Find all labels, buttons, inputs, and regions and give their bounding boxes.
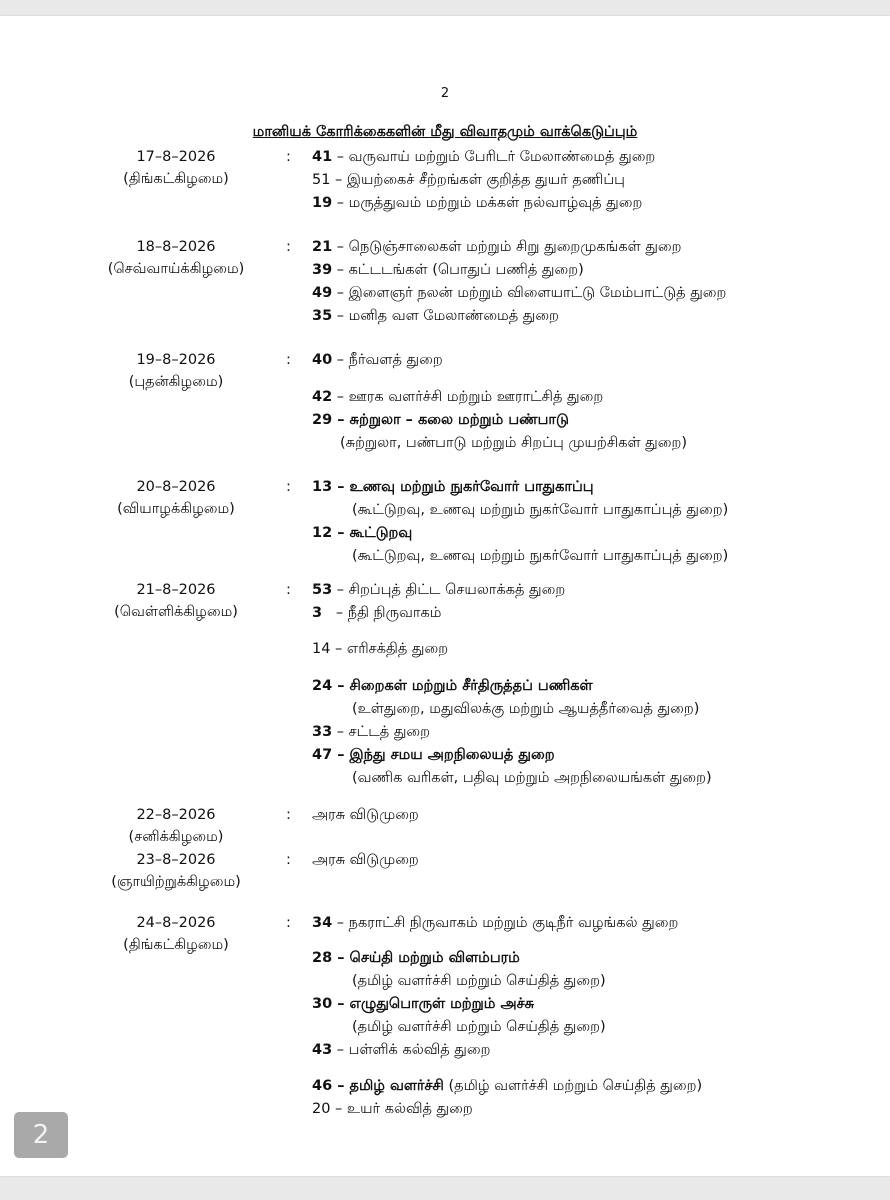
demand-item: 24 – சிறைகள் மற்றும் சீர்திருத்தப் பணிகள் <box>312 678 593 694</box>
demand-item: 35 – மனித வள மேலாண்மைத் துறை <box>312 308 559 324</box>
date-block <box>76 476 276 520</box>
weekday: (திங்கட்கிழமை) <box>123 937 229 953</box>
department-note: (வணிக வரிகள், பதிவு மற்றும் அறநிலையங்கள் துறை) <box>352 770 712 786</box>
demand-item: 39 – கட்டடங்கள் (பொதுப் பணித் துறை) <box>312 262 584 278</box>
page-number: 2 <box>440 86 450 101</box>
weekday: (ஞாயிற்றுக்கிழமை) <box>111 874 241 890</box>
page-indicator-badge[interactable]: 2 <box>14 1112 68 1158</box>
separator: : <box>286 582 291 598</box>
date-block <box>76 146 276 190</box>
demand-item: 21 – நெடுஞ்சாலைகள் மற்றும் சிறு துறைமுகங்கள் துறை <box>312 239 682 255</box>
date-block <box>76 804 276 848</box>
weekday: (திங்கட்கிழமை) <box>123 171 229 187</box>
date: 18–8–2026 <box>136 239 216 255</box>
separator: : <box>286 807 291 823</box>
department-note: (தமிழ் வளர்ச்சி மற்றும் செய்தித் துறை) <box>352 1019 606 1035</box>
weekday: (புதன்கிழமை) <box>128 374 224 390</box>
demand-item: 3 – நீதி நிருவாகம் <box>312 605 442 621</box>
weekday: (வெள்ளிக்கிழமை) <box>114 604 238 620</box>
department-note: (கூட்டுறவு, உணவு மற்றும் நுகர்வோர் பாதுகாப்புத் துறை) <box>352 502 729 518</box>
date: 24–8–2026 <box>136 915 216 931</box>
demand-item: 51 – இயற்கைச் சீற்றங்கள் குறித்த துயர் தணிப்பு <box>312 172 625 188</box>
demand-item: 30 – எழுதுபொருள் மற்றும் அச்சு <box>312 996 535 1012</box>
date-block <box>76 912 276 956</box>
date-block <box>76 849 276 893</box>
demand-item: 34 – நகராட்சி நிருவாகம் மற்றும் குடிநீர் வழங்கல் துறை <box>312 915 679 931</box>
demand-item: 28 – செய்தி மற்றும் விளம்பரம் <box>312 950 520 966</box>
demand-item: 40 – நீர்வளத் துறை <box>312 352 443 368</box>
demand-item: 41 – வருவாய் மற்றும் பேரிடர் மேலாண்மைத் துறை <box>312 149 656 165</box>
department-note: (சுற்றுலா, பண்பாடு மற்றும் சிறப்பு முயற்சிகள் துறை) <box>340 435 687 451</box>
date-block <box>76 236 276 280</box>
demand-item: 19 – மருத்துவம் மற்றும் மக்கள் நல்வாழ்வுத் துறை <box>312 195 643 211</box>
date: 23–8–2026 <box>136 852 216 868</box>
holiday-note: அரசு விடுமுறை <box>312 852 419 868</box>
date: 22–8–2026 <box>136 807 216 823</box>
demand-item: 12 – கூட்டுறவு <box>312 525 413 541</box>
date: 17–8–2026 <box>136 149 216 165</box>
document-title: மானியக் கோரிக்கைகளின் மீது விவாதமும் வாக்கெடுப்பும் <box>252 124 638 140</box>
date: 20–8–2026 <box>136 479 216 495</box>
date: 21–8–2026 <box>136 582 216 598</box>
department-note: (தமிழ் வளர்ச்சி மற்றும் செய்தித் துறை) <box>352 973 606 989</box>
date: 19–8–2026 <box>136 352 216 368</box>
demand-item: 33 – சட்டத் துறை <box>312 724 430 740</box>
demand-item: 49 – இளைஞர் நலன் மற்றும் விளையாட்டு மேம்பாட்டுத் துறை <box>312 285 727 301</box>
separator: : <box>286 915 291 931</box>
document-page <box>0 16 890 1176</box>
date-block <box>76 579 276 623</box>
department-note: (கூட்டுறவு, உணவு மற்றும் நுகர்வோர் பாதுகாப்புத் துறை) <box>352 548 729 564</box>
demand-item: 46 – தமிழ் வளர்ச்சி (தமிழ் வளர்ச்சி மற்றும் செய்தித் துறை) <box>312 1078 703 1094</box>
separator: : <box>286 479 291 495</box>
demand-item: 14 – எரிசக்தித் துறை <box>312 641 449 657</box>
demand-item: 29 – சுற்றுலா – கலை மற்றும் பண்பாடு <box>312 412 569 428</box>
separator: : <box>286 852 291 868</box>
separator: : <box>286 352 291 368</box>
demand-item: 20 – உயர் கல்வித் துறை <box>312 1101 473 1117</box>
holiday-note: அரசு விடுமுறை <box>312 807 419 823</box>
weekday: (வியாழக்கிழமை) <box>117 501 235 517</box>
demand-item: 13 – உணவு மற்றும் நுகர்வோர் பாதுகாப்பு <box>312 479 594 495</box>
demand-item: 47 – இந்து சமய அறநிலையத் துறை <box>312 747 555 763</box>
separator: : <box>286 239 291 255</box>
separator: : <box>286 149 291 165</box>
weekday: (சனிக்கிழமை) <box>128 829 224 845</box>
department-note: (உள்துறை, மதுவிலக்கு மற்றும் ஆயத்தீர்வைத் துறை) <box>352 701 700 717</box>
demand-item: 42 – ஊரக வளர்ச்சி மற்றும் ஊராட்சித் துறை <box>312 389 604 405</box>
date-block <box>76 349 276 393</box>
demand-item: 53 – சிறப்புத் திட்ட செயலாக்கத் துறை <box>312 582 566 598</box>
demand-item: 43 – பள்ளிக் கல்வித் துறை <box>312 1042 491 1058</box>
weekday: (செவ்வாய்க்கிழமை) <box>107 261 245 277</box>
